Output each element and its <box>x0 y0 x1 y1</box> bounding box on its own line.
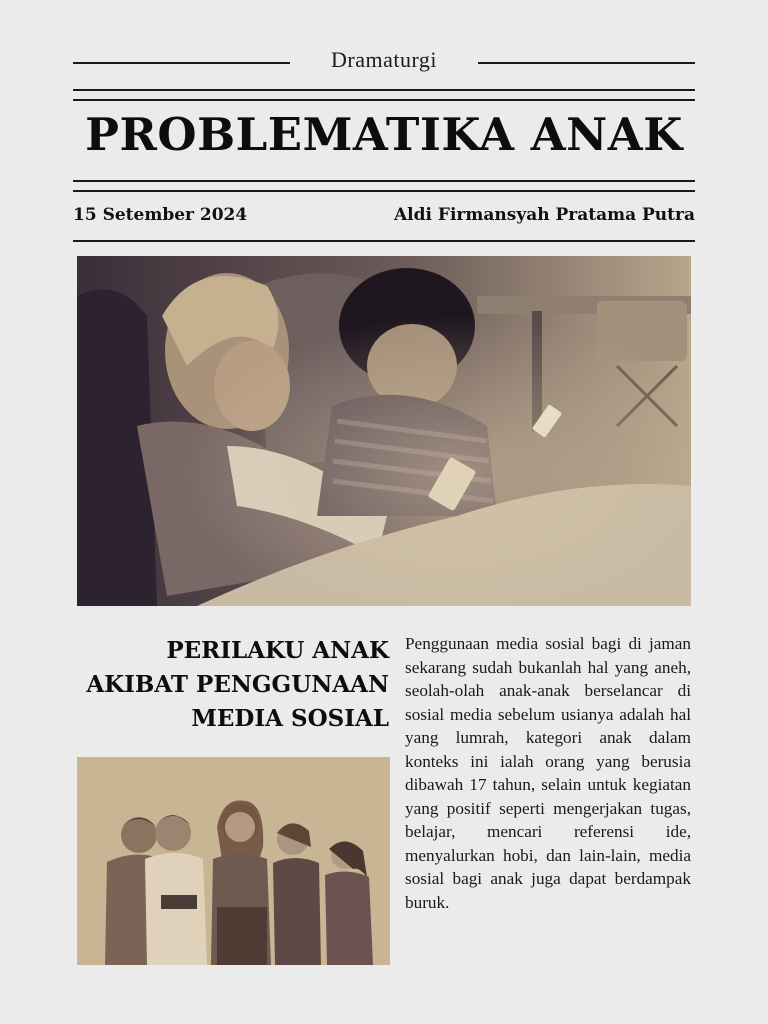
hero-photo <box>77 256 691 606</box>
masthead-rule-top-1 <box>73 89 695 91</box>
article-subheading <box>56 634 389 736</box>
masthead-rule-bottom-1 <box>73 180 695 182</box>
section-kicker: Dramaturgi <box>330 47 437 72</box>
group-photo <box>77 757 390 965</box>
meta-rule <box>73 240 695 242</box>
hero-photo-illustration <box>77 256 691 606</box>
author-name: Aldi Firmansyah Pratama Putra <box>393 205 695 225</box>
article-body: Penggunaan media sosial bagi di jaman sekarang sudah bukanlah hal yang aneh, seolah-olah anak-anak berselancar di sosial media sebelum usianya adalah hal yang lumrah, kategori anak dalam konteks ini ialah orang yang berusia dibawah 17 tahun, selain untuk kegiatan yang positif seperti mengerjakan tugas, belajar, mencari referensi ide, menyalurkan hobi, dan lain-lain, media sosial bagi anak juga dapat berdampak buruk. <box>405 634 691 912</box>
subheading-line: MEDIA SOSIAL <box>191 705 389 732</box>
publish-date: 15 Setember 2024 <box>73 205 248 225</box>
subheading-line: AKIBAT PENGGUNAAN <box>86 671 389 698</box>
group-photo-illustration <box>77 757 390 965</box>
masthead-rule-top-2 <box>73 99 695 101</box>
page-title: PROBLEMATIKA ANAK <box>85 108 683 161</box>
masthead-rule-bottom-2 <box>73 190 695 192</box>
subheading-line: PERILAKU ANAK <box>166 637 389 664</box>
